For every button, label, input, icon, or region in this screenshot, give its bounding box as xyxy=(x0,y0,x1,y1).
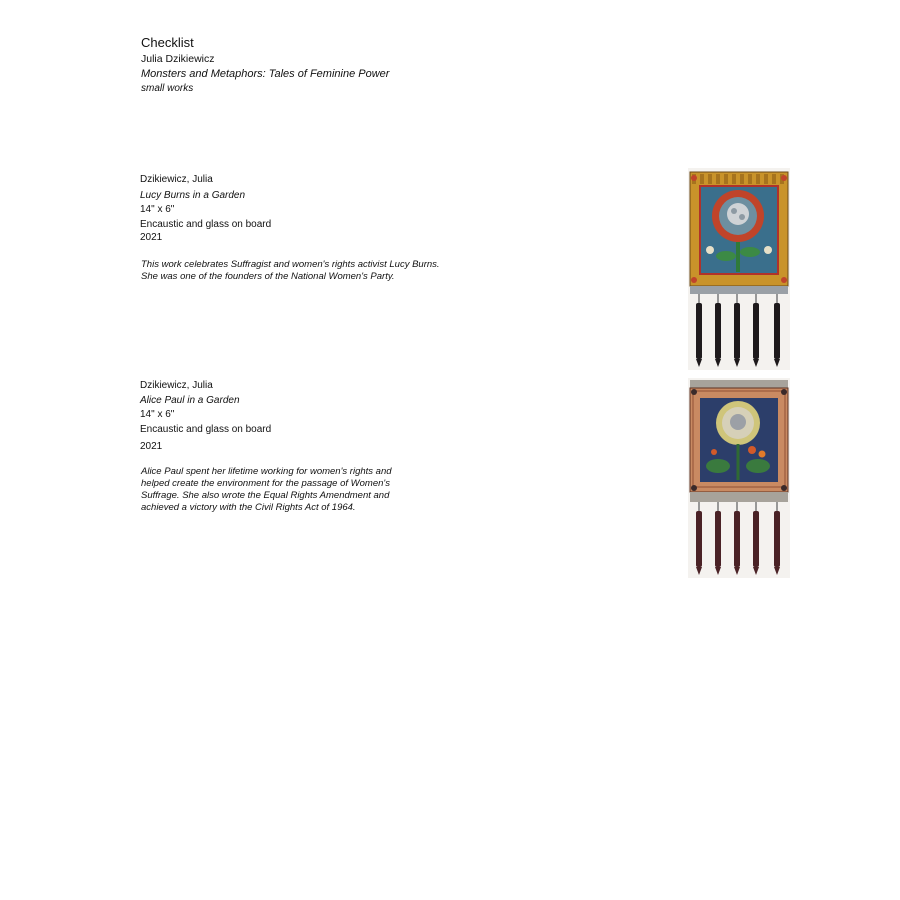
artwork-image-alice-paul xyxy=(688,378,790,578)
artwork-description xyxy=(141,466,392,514)
description-line: Alice Paul spent her lifetime working for women's rights and xyxy=(141,466,392,477)
section-label: small works xyxy=(141,83,194,94)
description-line: She was one of the founders of the National Women's Party. xyxy=(141,271,395,282)
dimensions-row xyxy=(0,203,600,217)
description-line: Suffrage. She also wrote the Equal Rights Amendment and xyxy=(141,490,390,501)
dated-row xyxy=(0,231,600,245)
description-line: achieved a victory with the Civil Rights Act of 1964. xyxy=(141,502,356,513)
artist-row xyxy=(0,379,600,393)
medium-value: Encaustic and glass on board xyxy=(140,219,272,230)
medium-row xyxy=(0,423,600,437)
dimensions-row xyxy=(0,408,600,422)
description-line: This work celebrates Suffragist and women's rights activist Lucy Burns. xyxy=(141,259,440,270)
artist-value: Dzikiewicz, Julia xyxy=(140,174,213,185)
dated-row xyxy=(0,440,600,454)
dated-value: 2021 xyxy=(140,232,163,243)
artwork-image-lucy-burns xyxy=(688,168,790,370)
dimensions-value: 14" x 6" xyxy=(140,409,175,420)
dimensions-value: 14" x 6" xyxy=(140,204,175,215)
title-value: Alice Paul in a Garden xyxy=(140,395,240,406)
title-row xyxy=(0,394,600,408)
artist-row xyxy=(0,173,600,187)
artwork-description xyxy=(141,259,440,283)
medium-value: Encaustic and glass on board xyxy=(140,424,272,435)
title-row xyxy=(0,189,600,203)
medium-row xyxy=(0,218,600,232)
exhibition-title: Monsters and Metaphors: Tales of Feminine Power xyxy=(141,68,390,80)
artist-name: Julia Dzikiewicz xyxy=(141,53,215,65)
page-title: Checklist xyxy=(141,35,194,50)
dated-value: 2021 xyxy=(140,441,163,452)
mosaic-artwork xyxy=(688,168,790,370)
description-line: helped create the environment for the passage of Women's xyxy=(141,478,390,489)
artist-value: Dzikiewicz, Julia xyxy=(140,380,213,391)
checklist-header xyxy=(141,34,389,96)
title-value: Lucy Burns in a Garden xyxy=(140,190,246,201)
mosaic-artwork xyxy=(688,378,790,578)
